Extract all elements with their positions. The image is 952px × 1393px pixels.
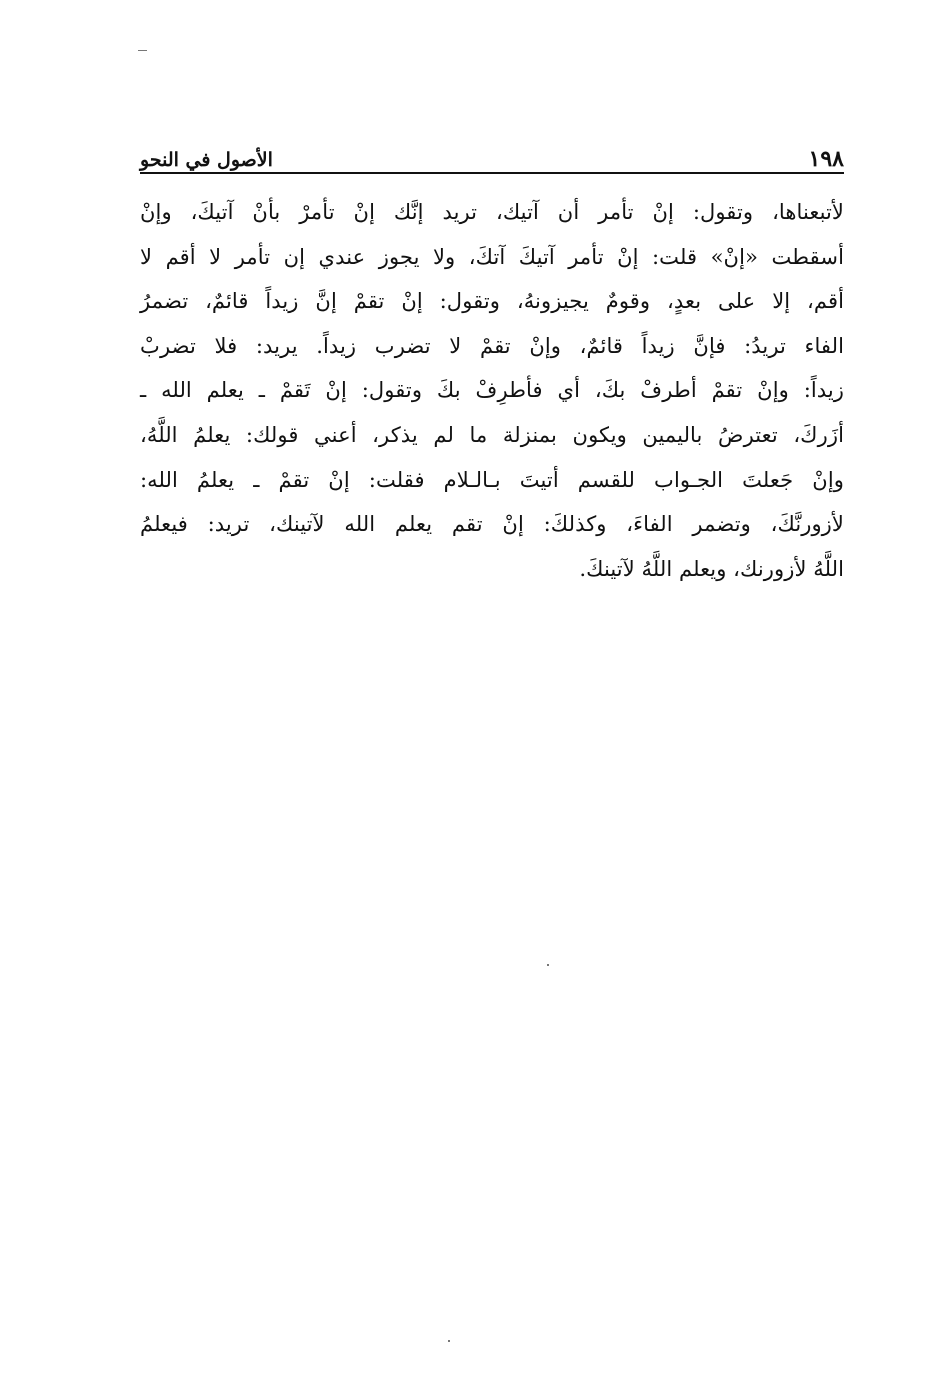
page-number: ١٩٨	[808, 146, 844, 172]
text-line-4: الفاء تريدُ: فإنَّ زيداً قائمٌ، وإنْ تقمْ لا تضرب زيداً. يريد: فلا تضربْ	[140, 332, 844, 358]
text-line-8: لأزورنَّكَ، وتضمر الفاءَ، وكذلكَ: إنْ تقم يعلم الله لآتينك، تريد: فيعلمُ	[140, 511, 844, 537]
page-header	[140, 140, 844, 170]
text-line-1: لأتبعناها، وتقول: إنْ تأمر أن آتيك، تريد إنَّك إنْ تأمرْ بأنْ آتيكَ، وإنْ	[140, 199, 844, 224]
text-line-2: أسقطت «إنْ» قلت: إنْ تأمر آتيكَ آتكَ، ولا يجوز عندي إن تأمر لا أقم لا	[140, 243, 844, 269]
header-rule	[140, 172, 844, 174]
scan-speck-2	[547, 964, 549, 966]
scan-speck-3	[448, 1340, 450, 1342]
text-line-3: أقم، إلا على بعدٍ، وقومٌ يجيزونهُ، وتقول: إنْ تقمْ إنَّ زيداً قائمٌ، تضمرُ	[140, 288, 844, 314]
text-line-7: وإنْ جَعلتَ الجـواب للقسم أتيتَ بـالـلام فقلت: إنْ تقمْ ـ يعلمُ الله:	[140, 466, 844, 492]
scan-speck-1	[138, 50, 147, 51]
text-line-6: أزَركَ، تعترضُ باليمين ويكون بمنزلة ما لم يذكر، أعني قولك: يعلمُ اللَّهُ،	[140, 421, 844, 447]
text-line-5: زيداً: وإنْ تقمْ أطرفْ بكَ، أي فأطرِفْ بكَ وتقول: إنْ تَقمْ ـ يعلم الله ـ	[140, 377, 844, 403]
body-text	[140, 190, 844, 591]
text-line-9: اللَّهُ لأزورنك، ويعلم اللَّهُ لآتينكَ.	[579, 555, 844, 581]
book-title: الأصول في النحو	[140, 149, 273, 171]
